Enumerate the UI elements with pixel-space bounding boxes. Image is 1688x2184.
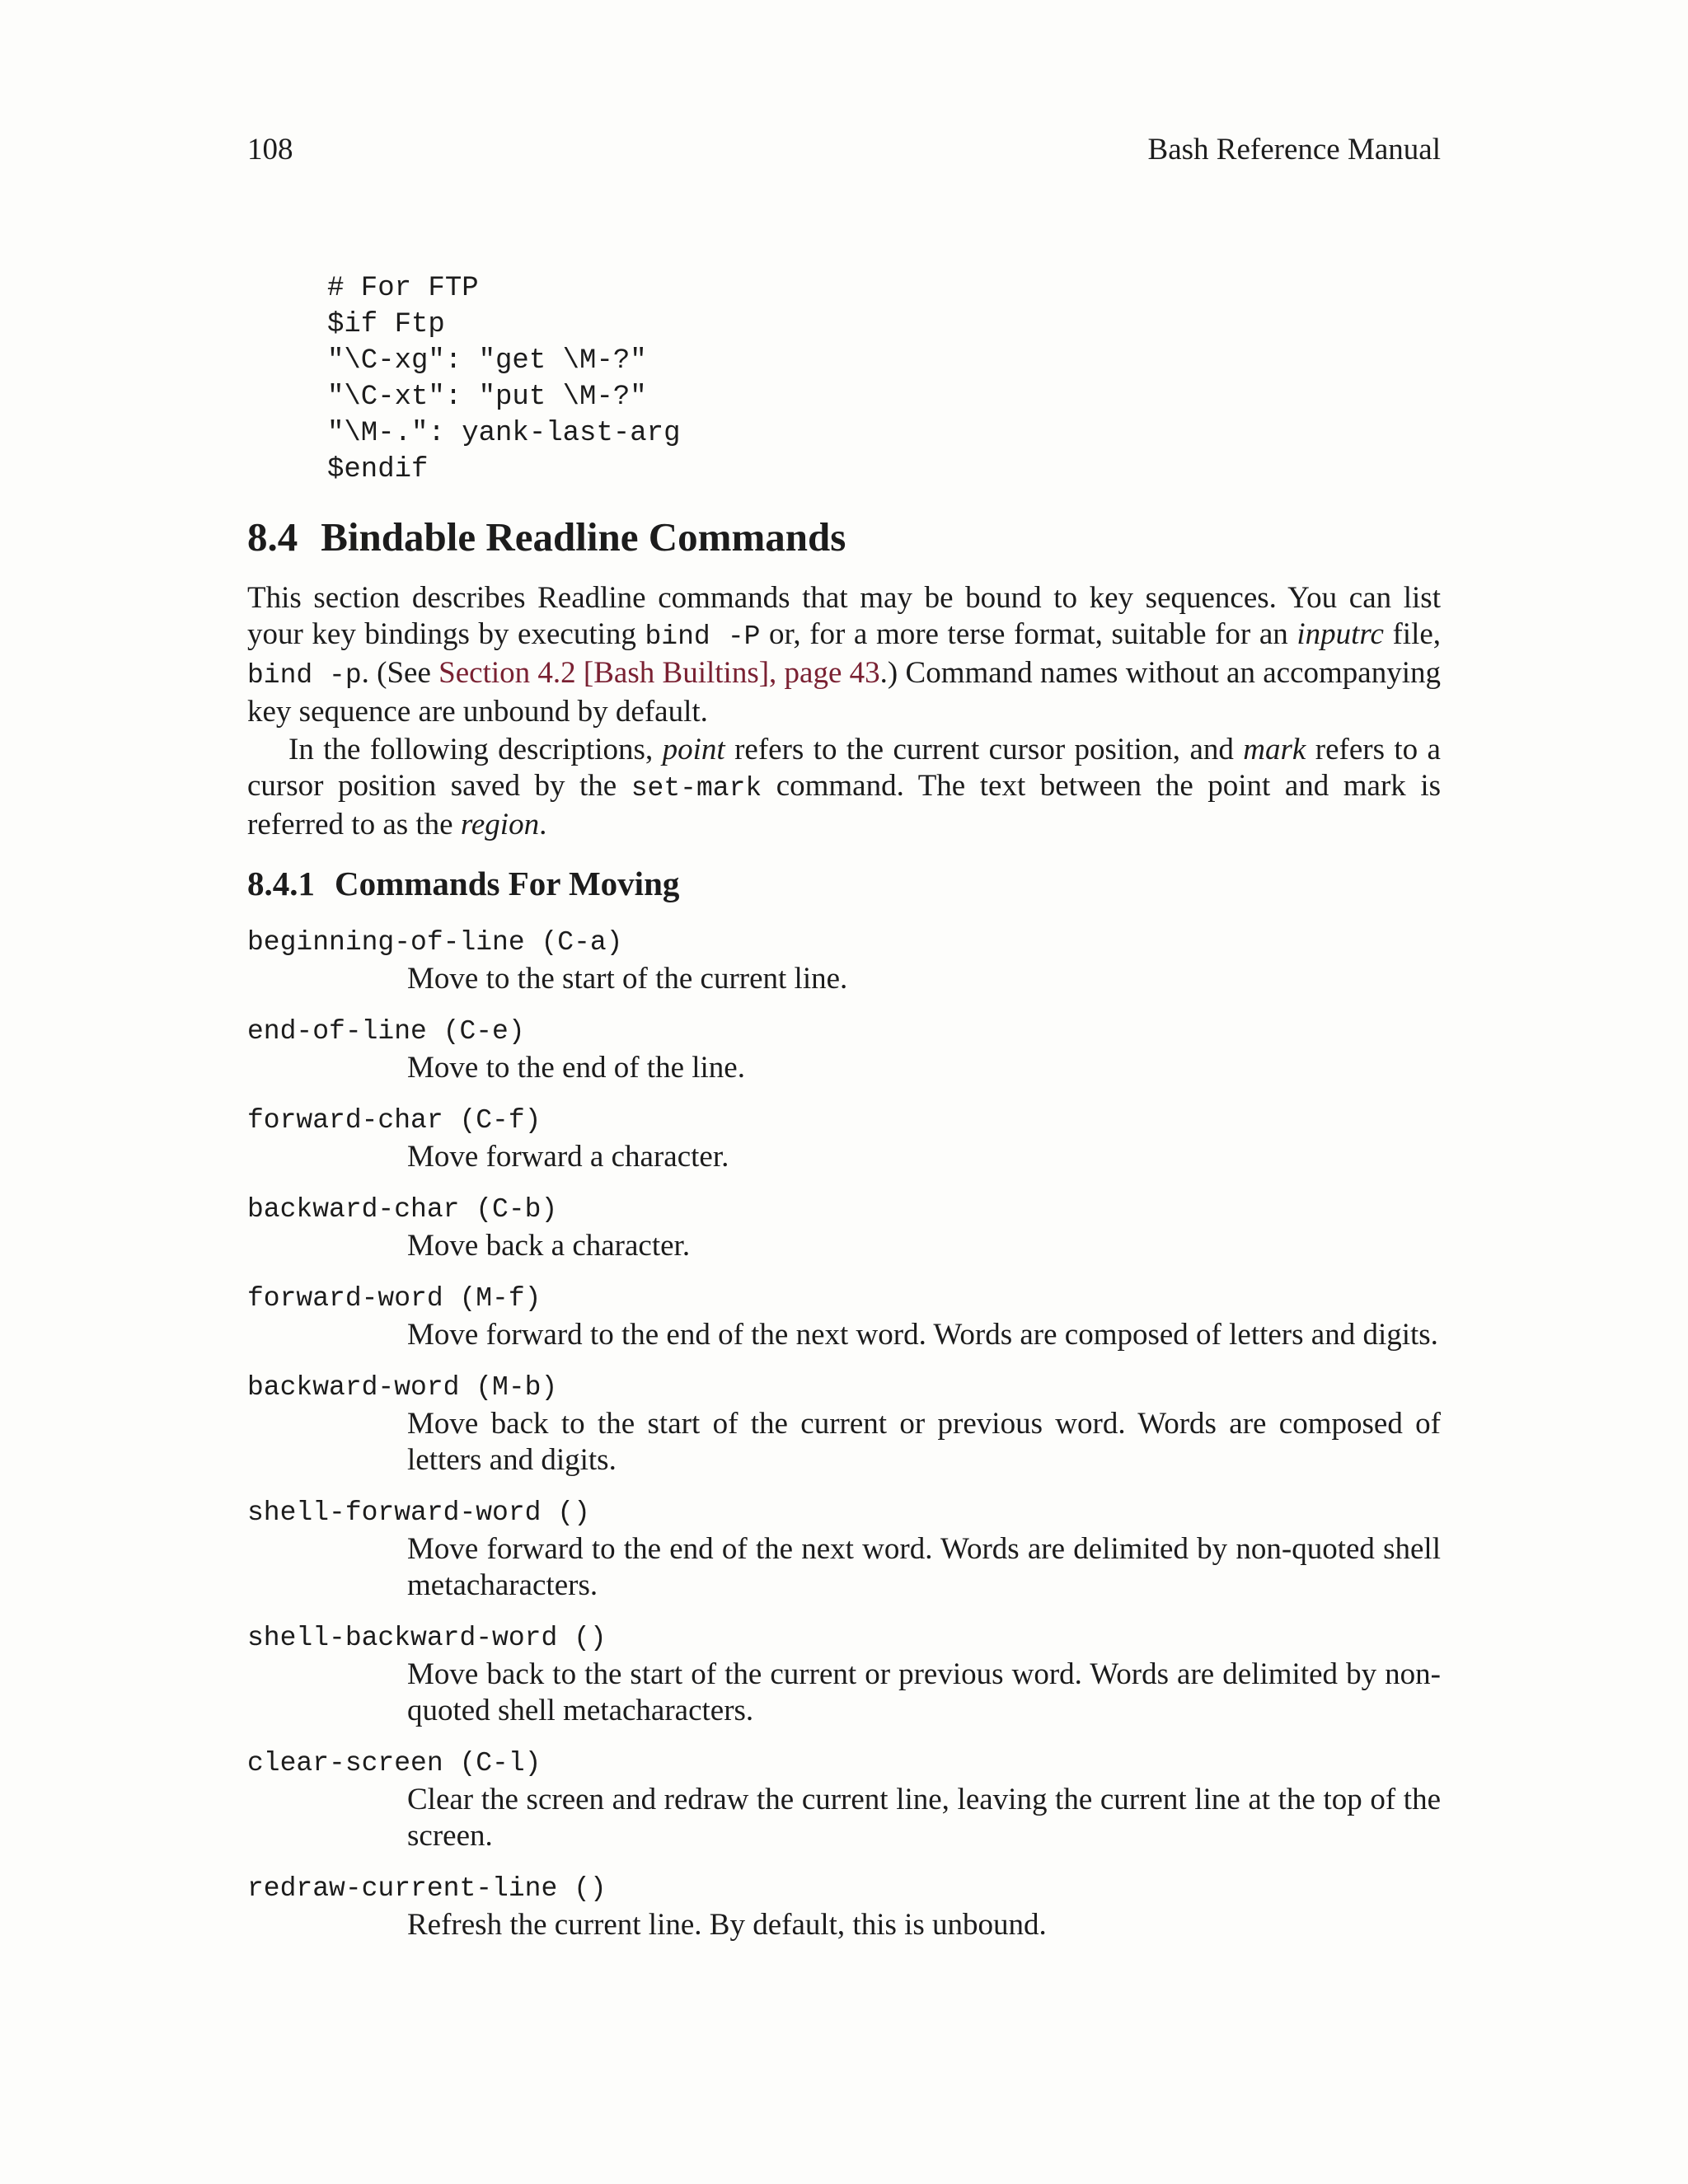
command-description: Clear the screen and redraw the current line, leaving the current line at the top of the screen.	[407, 1783, 1441, 1853]
code-line: "\C-xt": "put \M-?"	[327, 382, 647, 413]
command-name: end-of-line (C-e)	[247, 1016, 525, 1047]
section-heading	[247, 513, 846, 562]
text-run: command. The text between the point and mark is referred to as the	[247, 769, 1441, 841]
command-description: Refresh the current line. By default, this is unbound.	[407, 1908, 1047, 1942]
command-list	[247, 925, 1441, 1960]
command-name: shell-forward-word ()	[247, 1497, 590, 1528]
command-name: forward-char (C-f)	[247, 1105, 542, 1136]
running-title: Bash Reference Manual	[1147, 133, 1441, 166]
command-entry	[247, 1014, 1441, 1086]
command-name: backward-char (C-b)	[247, 1194, 558, 1225]
text-run: or, for a more terse format, suitable for an	[760, 617, 1297, 651]
text-run: In the following descriptions,	[288, 733, 663, 766]
command-entry	[247, 925, 1441, 997]
code-line: $endif	[327, 454, 429, 485]
command-description: Move back a character.	[407, 1229, 691, 1263]
inline-code: bind -p	[247, 660, 362, 691]
code-line: "\M-.": yank-last-arg	[327, 418, 681, 449]
command-description: Move to the start of the current line.	[407, 962, 848, 996]
text-run: file,	[1383, 617, 1442, 651]
command-entry	[247, 1370, 1441, 1479]
emphasis: region	[460, 808, 540, 841]
inline-code: set-mark	[631, 773, 762, 804]
command-name: beginning-of-line (C-a)	[247, 927, 623, 958]
command-name: forward-word (M-f)	[247, 1283, 542, 1314]
text-run: . (See	[361, 656, 439, 690]
subsection-number: 8.4.1	[247, 865, 315, 902]
command-description: Move forward to the end of the next word. Words are delimited by non-quoted shell metacharacters.	[407, 1532, 1441, 1602]
command-entry	[247, 1495, 1441, 1604]
command-entry	[247, 1281, 1441, 1353]
subsection-title: Commands For Moving	[335, 865, 680, 902]
inputrc-code-example	[327, 270, 680, 488]
document-page	[247, 0, 1441, 2184]
command-entry	[247, 1620, 1441, 1729]
page-number: 108	[247, 133, 293, 166]
command-description: Move forward to the end of the next word. Words are composed of letters and digits.	[407, 1318, 1438, 1352]
command-description: Move back to the start of the current or previous word. Words are delimited by non-quoted shell metacharacters.	[407, 1657, 1441, 1727]
command-description: Move to the end of the line.	[407, 1051, 745, 1085]
intro-paragraph-2	[247, 732, 1441, 843]
command-entry	[247, 1103, 1441, 1175]
code-line: "\C-xg": "get \M-?"	[327, 345, 647, 377]
emphasis: inputrc	[1296, 617, 1384, 651]
subsection-heading	[247, 862, 679, 905]
text-run: .	[539, 808, 547, 841]
command-entry	[247, 1192, 1441, 1264]
section-number: 8.4	[247, 514, 298, 560]
emphasis: mark	[1243, 733, 1306, 766]
command-name: clear-screen (C-l)	[247, 1748, 542, 1779]
bash-builtins-link[interactable]: Section 4.2 [Bash Builtins], page 43	[438, 656, 880, 690]
text-run: refers to a cursor position saved by the	[247, 733, 1441, 803]
command-name: redraw-current-line ()	[247, 1873, 607, 1904]
code-line: # For FTP	[327, 273, 479, 304]
command-name: backward-word (M-b)	[247, 1372, 558, 1403]
running-header	[247, 132, 1441, 168]
text-run: .) Command names without an accompanying key sequence are unbound by default.	[247, 656, 1441, 729]
command-entry	[247, 1871, 1441, 1943]
text-run: refers to the current cursor position, and	[724, 733, 1244, 766]
text-run: This section describes Readline commands that may be bound to key sequences. You can list your key bindings by executing	[247, 581, 1441, 651]
emphasis: point	[662, 733, 725, 766]
section-title: Bindable Readline Commands	[321, 514, 846, 560]
code-line: $if Ftp	[327, 309, 445, 340]
command-entry	[247, 1746, 1441, 1854]
command-name: shell-backward-word ()	[247, 1623, 607, 1653]
inline-code: bind -P	[645, 621, 761, 652]
command-description: Move back to the start of the current or previous word. Words are composed of letters and digits.	[407, 1407, 1441, 1477]
command-description: Move forward a character.	[407, 1140, 729, 1174]
intro-paragraph-1	[247, 580, 1441, 730]
